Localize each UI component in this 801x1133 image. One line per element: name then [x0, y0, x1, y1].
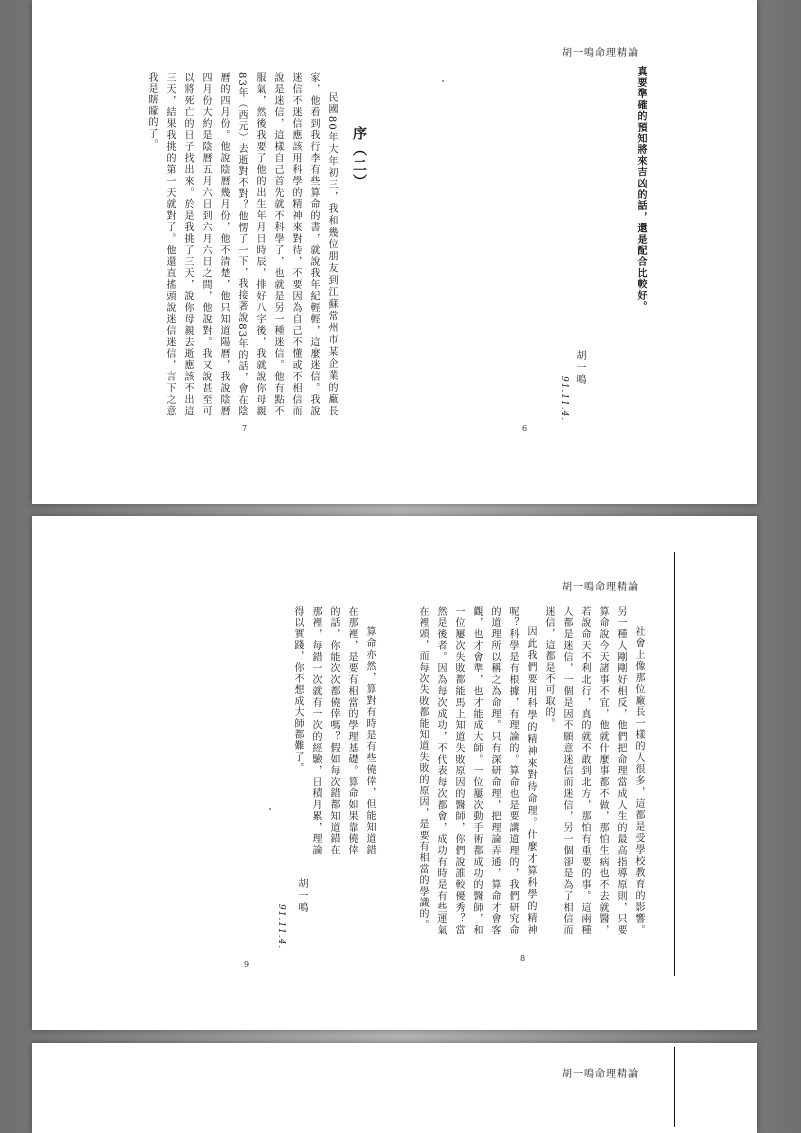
- scan-speck: [442, 80, 444, 82]
- running-header: 胡一鳴命理精論: [562, 582, 639, 593]
- scan-speck: [269, 808, 271, 810]
- book-page-spread-3: [32, 1043, 757, 1133]
- preface-body: 民國80年大年初三，我和幾位朋友到江蘇常州市某企業的廠長家，他看到我行李有些算命的書，就說我年紀輕輕，這麼迷信。我說迷信不迷信應該用科學的精神來對待，不要因為自己不懂或不相信而說是迷信，這樣自己首先就不科學了，也就是另一種迷信。他有點不服氣，然後我要了他的出生年月日時辰，排好八字後，我就說你母親83年（西元）去逝對不對？他愣了一下，我接著說83年的話，會在陰曆的四月份。他說陰曆幾月份，他不清楚，他只知道陽曆，我說陰曆四月份大約是陰曆五月六日到六月六日之間，他說對。我又說甚至可以將死亡的日子找出來。於是我挑了三天，說你母親去逝應該不出這三天，結果我挑的第一天就對了。他還直搖頭說迷信迷信，言下之意我是瞎矇的了。: [146, 72, 337, 417]
- closing-sentence: 真要準確的預知將來吉凶的話，還是配合比較好。: [635, 66, 646, 313]
- page-number: 6: [522, 424, 528, 433]
- book-page-spread-2: [32, 516, 757, 1030]
- page-8-body: [413, 606, 647, 936]
- page-number: 9: [244, 960, 250, 969]
- page-edge-line: [674, 552, 675, 976]
- page-number: 7: [242, 424, 248, 433]
- preface-title: 序（二）: [351, 126, 367, 190]
- author-signature: 胡一鳴: [296, 878, 307, 914]
- running-header: 胡一鳴命理精論: [562, 48, 639, 59]
- paragraph: 因此我們要用科學的精神來對待命理。什麼才算科學的精神呢？科學是有根據，有理論的。算命也是要講道理的，我們研究命的道理所以稱之為命理。只有深研命理，把理論弄通，算命才會客觀，也才會準，也才能成大師。一位屢次動手術都成功的醫師，和一位屢次失敗都能馬上知道失敗原因的醫師，你們說誰較優秀？當然是後者。因為每次成功，不代表每次都會，成功有時是有些運氣在裡頭，而每次失敗都能知道失敗的原因，是要有相當的學識的。: [417, 606, 536, 936]
- author-signature: 胡一鳴: [574, 350, 585, 386]
- paragraph: 社會上像那位廠長一樣的人很多，這都是受學校教育的影響。另一種人剛剛好相反，他們把命理當成人生的最高指導原則，只要算命說今天諸事不宜，他就什麼事都不做，那怕生病也不去就醫，若說命天不利北行，真的就不敢到北方，那怕有重要的事。這兩種人都是迷信，一個是因不願意迷信而迷信，另一個卻是為了相信而迷信，這都是不可取的。: [543, 606, 644, 936]
- running-header: 胡一鳴命理精論: [562, 1069, 639, 1080]
- book-page-spread-1: [32, 0, 757, 504]
- page-edge-line: [674, 1047, 675, 1127]
- paragraph: 算命亦然，算對有時是有些僥倖，但能知道錯在那裡，是要有相當的學理基礎。算命如果靠僥倖的話，你能次次都僥倖嗎？假如每次錯都知道錯在那裡，每錯一次就有一次的經驗，日積月累，理論得以實踐，你不想成大師都難了。: [292, 606, 375, 856]
- signature-date: 91.11.4.: [559, 376, 569, 422]
- page-number: 8: [520, 954, 526, 963]
- signature-date: 91.11.4.: [276, 904, 286, 950]
